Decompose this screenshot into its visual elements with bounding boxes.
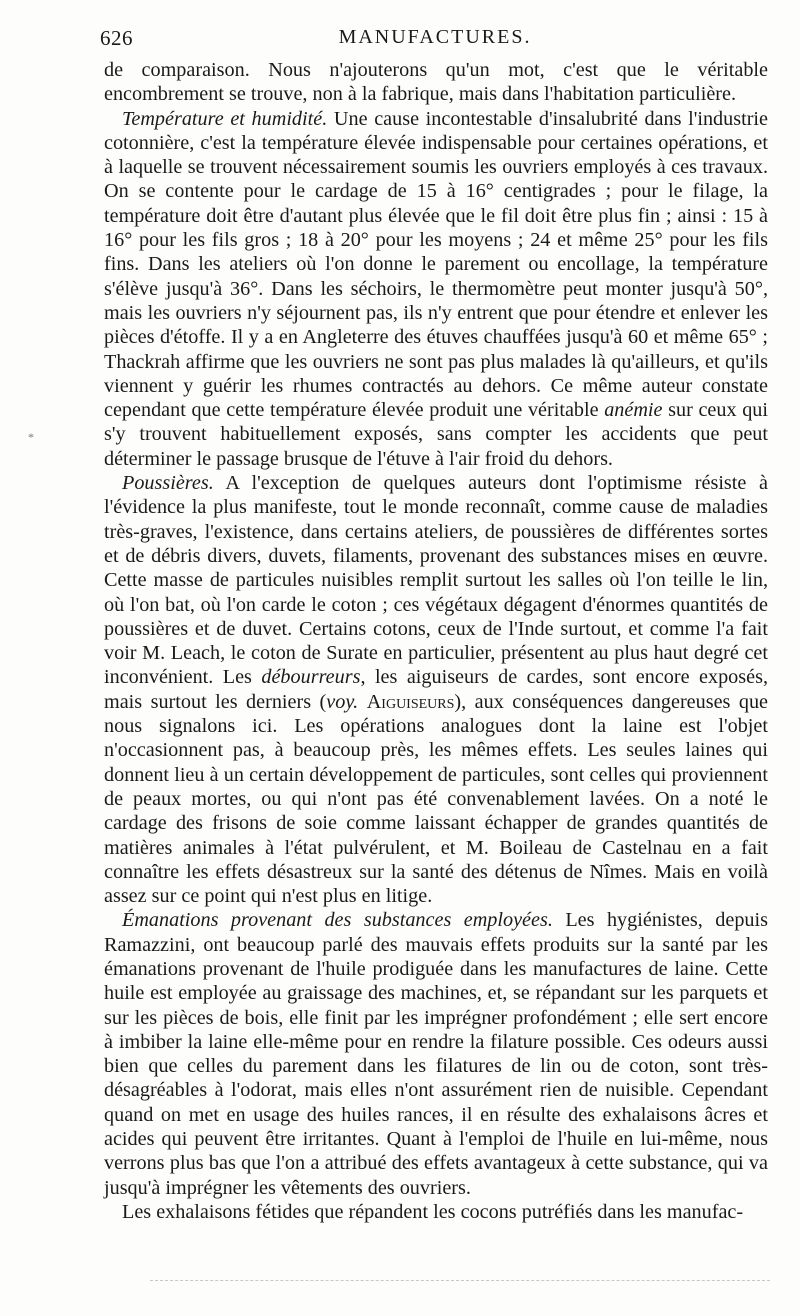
paragraph-text: Une cause incontestable d'insalubrité dans l'industrie cotonnière, c'est la température élevée indispensable pour certaines opérations, et à laquelle se trouvent nécessairement soumis les ouvriers employés à ces travaux. On se contente pour le cardage de 15 à 16° centigrades ; pour le filage, la température doit être d'autant plus élevée que le fil doit être plus fin ; ainsi : 15 à 16° pour les fils gros ; 18 à 20° pour les moyens ; 24 et même 25° pour les fils fins. Dans les ateliers où l'on donne le parement ou encollage, la température s'élève jusqu'à 36°. Dans les séchoirs, le thermomètre peut monter jusqu'à 50°, mais les ouvriers n'y séjournent pas, ils n'y entrent que pour étendre et enlever les pièces d'étoffe. Il y a en Angleterre des étuves chauffées jusqu'à 60 et même 65° ; Thackrah affirme que les ouvriers ne sont pas plus malades là qu'ailleurs, et qu'ils viennent y guérir les rhumes contractés au dehors. Ce même auteur constate cependant que cette température élevée produit une véritable	[104, 107, 768, 422]
paragraph-exhalaisons	[104, 1200, 768, 1224]
page-number: 626	[100, 26, 133, 50]
section-lead-poussieres: Poussières.	[122, 472, 214, 495]
bottom-edge-rule	[150, 1280, 770, 1281]
paragraph-emanations	[104, 908, 768, 1200]
paragraph-text: , les aiguiseurs de cardes, sont encore exposés, mais surtout les derniers (	[104, 666, 768, 713]
page-header	[100, 22, 770, 50]
section-lead-emanations: Émanations provenant des substances employées.	[122, 909, 553, 932]
emphasis-debourreurs: débourreurs	[261, 666, 361, 689]
paragraph-text: A l'exception de quelques auteurs dont l'optimisme résiste à l'évidence la plus manifeste, tout le monde reconnaît, comme cause de maladies très-graves, l'existence, dans certains ateliers, de poussières de différentes sortes et de débris divers, duvets, filaments, provenant des substances mises en œuvre. Cette masse de particules nuisibles remplit surtout les salles où l'on teille le lin, où l'on bat, où l'on carde le coton ; ces végétaux dégagent d'énormes quantités de poussières et de duvet. Certains cotons, ceux de l'Inde surtout, et comme l'a fait voir M. Leach, le coton de Surate en particulier, présentent au plus haut degré cet inconvénient. Les	[104, 472, 768, 689]
paragraph-poussieres	[104, 471, 768, 908]
paragraph-text: sur ceux qui s'y trouvent habituellement exposés, sans compter les accidents que peut déterminer le passage brusque de l'étuve à l'air froid du dehors.	[104, 399, 768, 470]
paragraph-text: de comparaison. Nous n'ajouterons qu'un mot, c'est que le véritable encombrement se trouve, non à la fabrique, mais dans l'habitation particulière.	[104, 59, 768, 106]
emphasis-voy: voy.	[326, 690, 359, 713]
body-text	[104, 58, 768, 1224]
paragraph-text: Les hygiénistes, depuis Ramazzini, ont beaucoup parlé des mauvais effets produits sur la santé par les émanations provenant de l'huile prodiguée dans les manufactures de laine. Cette huile est employée au graissage des machines, et, se répandant sur les parquets et sur les pièces de bois, elle finit par les imprégner profondément ; elle sert encore à imbiber la laine elle-même pour en rendre la filature possible. Ces odeurs aussi bien que celles du parement dans les filatures de lin ou de coton, sont très-désagréables à l'odorat, mais elles n'ont assurément rien de nuisible. Cependant quand on met en usage des huiles rances, il en résulte des exhalaisons âcres et acides qui peuvent être irritantes. Quant à l'emploi de l'huile en lui-même, nous verrons plus bas que l'on a attribué des effets avantageux à cette substance, qui va jusqu'à imprégner les vêtements des ouvriers.	[104, 909, 768, 1199]
running-title: MANUFACTURES.	[338, 26, 532, 48]
paragraph-text: Les exhalaisons fétides que répandent les cocons putréfiés dans les manufac-	[122, 1200, 744, 1223]
section-lead-temperature: Température et humidité.	[122, 107, 328, 130]
margin-mark: *	[28, 430, 34, 444]
paragraph-text: ), aux conséquences dangereuses que nous signalons ici. Les opérations analogues dont la laine est l'objet n'occasionnent pas, à beaucoup près, les mêmes effets. Les seules laines qui donnent lieu à un certain développement de particules, sont celles qui proviennent de peaux mortes, ou qui n'ont pas été convenablement lavées. On a noté le cardage des frisons de soie comme laissant échapper de grandes quantités de matières animales à l'état pulvérulent, et M. Boileau de Castelnau en a fait connaître les effets désastreux sur la santé des détenus de Nîmes. Mais en voilà assez sur ce point qui n'est plus en litige.	[104, 690, 769, 908]
cross-reference-aiguiseurs: Aiguiseurs	[366, 690, 455, 713]
emphasis-anemie: anémie	[604, 399, 663, 422]
paragraph-continuation	[104, 58, 768, 107]
paragraph-temperature	[104, 107, 768, 471]
